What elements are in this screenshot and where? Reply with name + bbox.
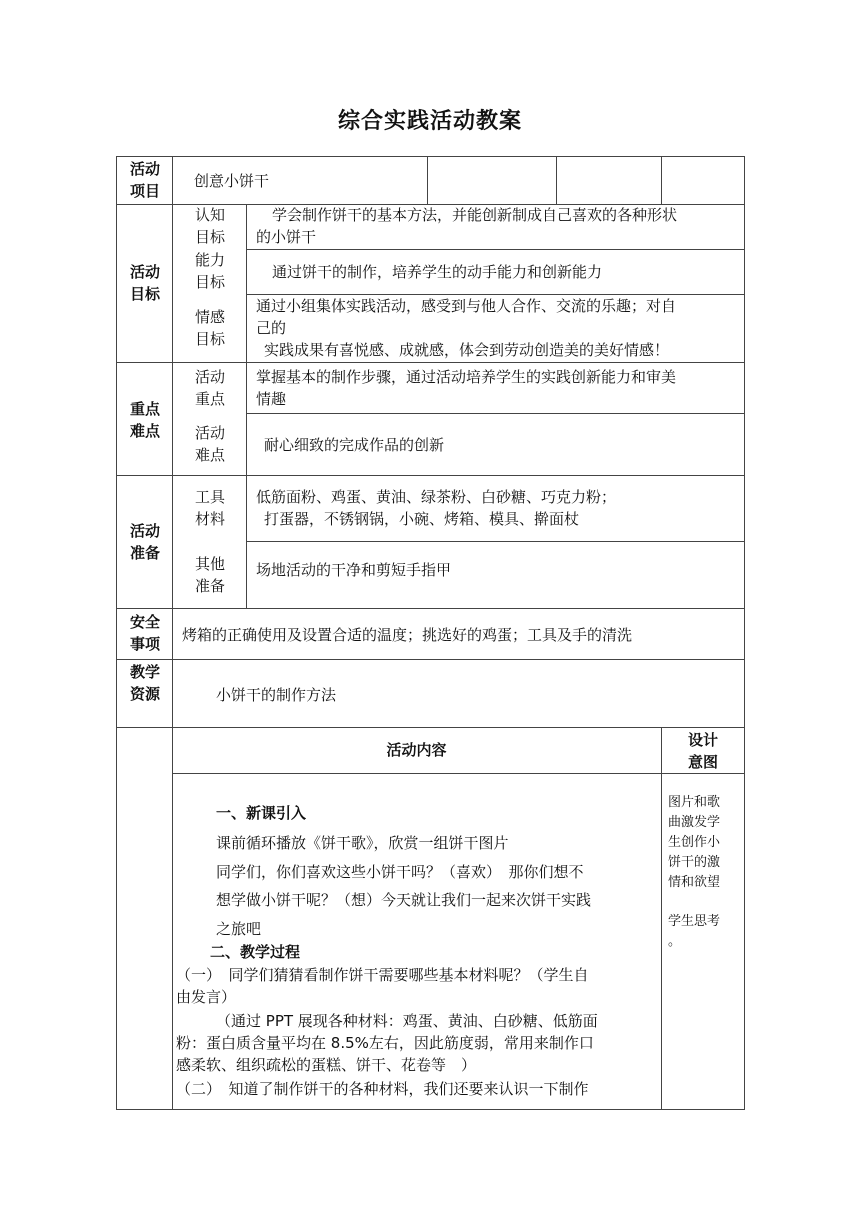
text-line: 生创作小	[668, 835, 721, 850]
col-divider-design	[661, 727, 662, 1110]
label-line: 目标	[129, 285, 160, 303]
row-border	[246, 541, 745, 542]
text-line: 通过小组集体实践活动，感受到与他人合作、交流的乐趣；对自	[256, 297, 677, 315]
project-value: 创意小饼干	[194, 172, 270, 190]
text-line: 曲激发学	[668, 815, 721, 830]
safety-text: 烤箱的正确使用及设置合适的温度；挑选好的鸡蛋；工具及手的清洗	[182, 626, 633, 644]
label-line: 安全	[129, 613, 160, 631]
sublabel-difficulty	[174, 422, 246, 466]
label-resources	[118, 661, 172, 705]
focus-text	[256, 366, 676, 410]
sublabel-line: 目标	[194, 228, 225, 246]
sublabel-emotion-goal	[174, 306, 246, 350]
label-line: 资源	[129, 685, 160, 703]
section-title-intro: 一、新课引入	[216, 804, 307, 822]
label-line: 准备	[129, 544, 160, 562]
text-line: 。	[668, 934, 682, 949]
ability-goal-text: 通过饼干的制作，培养学生的动手能力和创新能力	[272, 263, 603, 281]
intro-line: 想学做小饼干呢？（想）今天就让我们一起来次饼干实践	[216, 891, 592, 909]
row-border	[116, 727, 745, 728]
label-line: 教学	[129, 663, 160, 681]
design-intent-text	[668, 793, 720, 893]
sublabel-line: 准备	[194, 577, 225, 595]
sublabel-line: 情感	[194, 308, 225, 326]
row-border	[246, 249, 745, 250]
difficulty-text: 耐心细致的完成作品的创新	[264, 436, 445, 454]
text-line: 低筋面粉、鸡蛋、黄油、绿茶粉、白砂糖、巧克力粉；	[256, 488, 617, 506]
label-line: 重点	[129, 400, 160, 418]
label-line: 活动	[129, 160, 160, 178]
intro-line: 之旅吧	[216, 920, 262, 938]
sublabel-other-prep	[174, 553, 246, 597]
label-line: 难点	[129, 422, 160, 440]
text-line: 学会制作饼干的基本方法，并能创新制成自己喜欢的各种形状	[272, 206, 678, 224]
label-keypoints	[118, 398, 172, 442]
label-line: 设计	[687, 731, 718, 749]
text-line: 打蛋器，不锈钢锅，小碗、烤箱、模具、擀面杖	[264, 510, 580, 528]
text-line: 掌握基本的制作步骤，通过活动培养学生的实践创新能力和审美	[256, 368, 677, 386]
sublabel-line: 活动	[194, 424, 225, 442]
process-line: 由发言）	[176, 988, 237, 1006]
process-line: 粉：蛋白质含量平均在 8.5%左右，因此筋度弱，常用来制作口	[176, 1034, 594, 1052]
row-border	[172, 773, 745, 774]
label-line: 事项	[129, 635, 160, 653]
content-header: 活动内容	[386, 741, 447, 759]
page-title: 综合实践活动教案	[337, 109, 522, 134]
sublabel-line: 目标	[194, 330, 225, 348]
text-line: 实践成果有喜悦感、成就感，体会到劳动创造美的美好情感！	[264, 341, 670, 359]
table-border-left	[116, 156, 117, 1110]
row-border	[116, 608, 745, 609]
sublabel-line: 目标	[194, 273, 225, 291]
text-line: 情趣	[256, 390, 287, 408]
sublabel-line: 难点	[194, 446, 225, 464]
sublabel-line: 其他	[194, 555, 225, 573]
sublabel-line: 认知	[194, 206, 225, 224]
table-border-right	[744, 156, 745, 1110]
sublabel-tools	[174, 486, 246, 530]
row-border	[116, 475, 745, 476]
text-line: 图片和歌	[668, 795, 721, 810]
cognitive-goal-text	[256, 204, 677, 248]
sublabel-line: 工具	[194, 488, 225, 506]
col-divider-sublabel	[246, 204, 247, 608]
row-border	[116, 362, 745, 363]
process-line: （一） 同学们猜猜看制作饼干需要哪些基本材料呢？（学生自	[176, 966, 589, 984]
label-goals	[118, 261, 172, 305]
process-line: （二） 知道了制作饼干的各种材料，我们还要来认识一下制作	[176, 1080, 589, 1098]
label-prep	[118, 520, 172, 564]
emotion-goal-text	[256, 295, 676, 361]
text-line: 学生思考	[668, 914, 721, 929]
intro-line: 课前循环播放《饼干歌》，欣赏一组饼干图片	[216, 834, 509, 852]
sublabel-ability-goal	[174, 249, 246, 293]
sublabel-focus	[174, 366, 246, 410]
row-border	[116, 659, 745, 660]
section-title-process: 二、教学过程	[210, 943, 301, 961]
sublabel-line: 重点	[194, 390, 225, 408]
tools-text	[256, 486, 616, 530]
other-prep-text: 场地活动的干净和剪短手指甲	[256, 561, 452, 579]
label-line: 意图	[687, 753, 718, 771]
sublabel-line: 能力	[194, 251, 225, 269]
label-line: 活动	[129, 522, 160, 540]
label-project	[118, 158, 172, 202]
sublabel-cognitive-goal	[174, 204, 246, 248]
text-line: 己的	[256, 319, 287, 337]
label-line: 活动	[129, 263, 160, 281]
process-line: 感柔软、组织疏松的蛋糕、饼干、花卷等 ）	[176, 1056, 477, 1074]
row-border	[246, 413, 745, 414]
text-line: 情和欲望	[668, 875, 721, 890]
project-cell-divider	[556, 156, 557, 204]
project-cell-divider	[427, 156, 428, 204]
row-border	[116, 156, 745, 157]
sublabel-line: 材料	[194, 510, 225, 528]
label-line: 项目	[129, 182, 160, 200]
design-header	[662, 729, 744, 773]
process-line: （通过 PPT 展现各种材料：鸡蛋、黄油、白砂糖、低筋面	[216, 1012, 598, 1030]
project-cell-divider	[661, 156, 662, 204]
sublabel-line: 活动	[194, 368, 225, 386]
row-border	[116, 1109, 745, 1110]
design-intent-text-2	[668, 912, 720, 952]
resources-text: 小饼干的制作方法	[216, 686, 337, 704]
col-divider-label	[172, 156, 173, 1110]
label-safety	[118, 611, 172, 655]
text-line: 的小饼干	[256, 228, 317, 246]
intro-line: 同学们，你们喜欢这些小饼干吗？（喜欢） 那你们想不	[216, 863, 584, 881]
text-line: 饼干的激	[668, 855, 721, 870]
